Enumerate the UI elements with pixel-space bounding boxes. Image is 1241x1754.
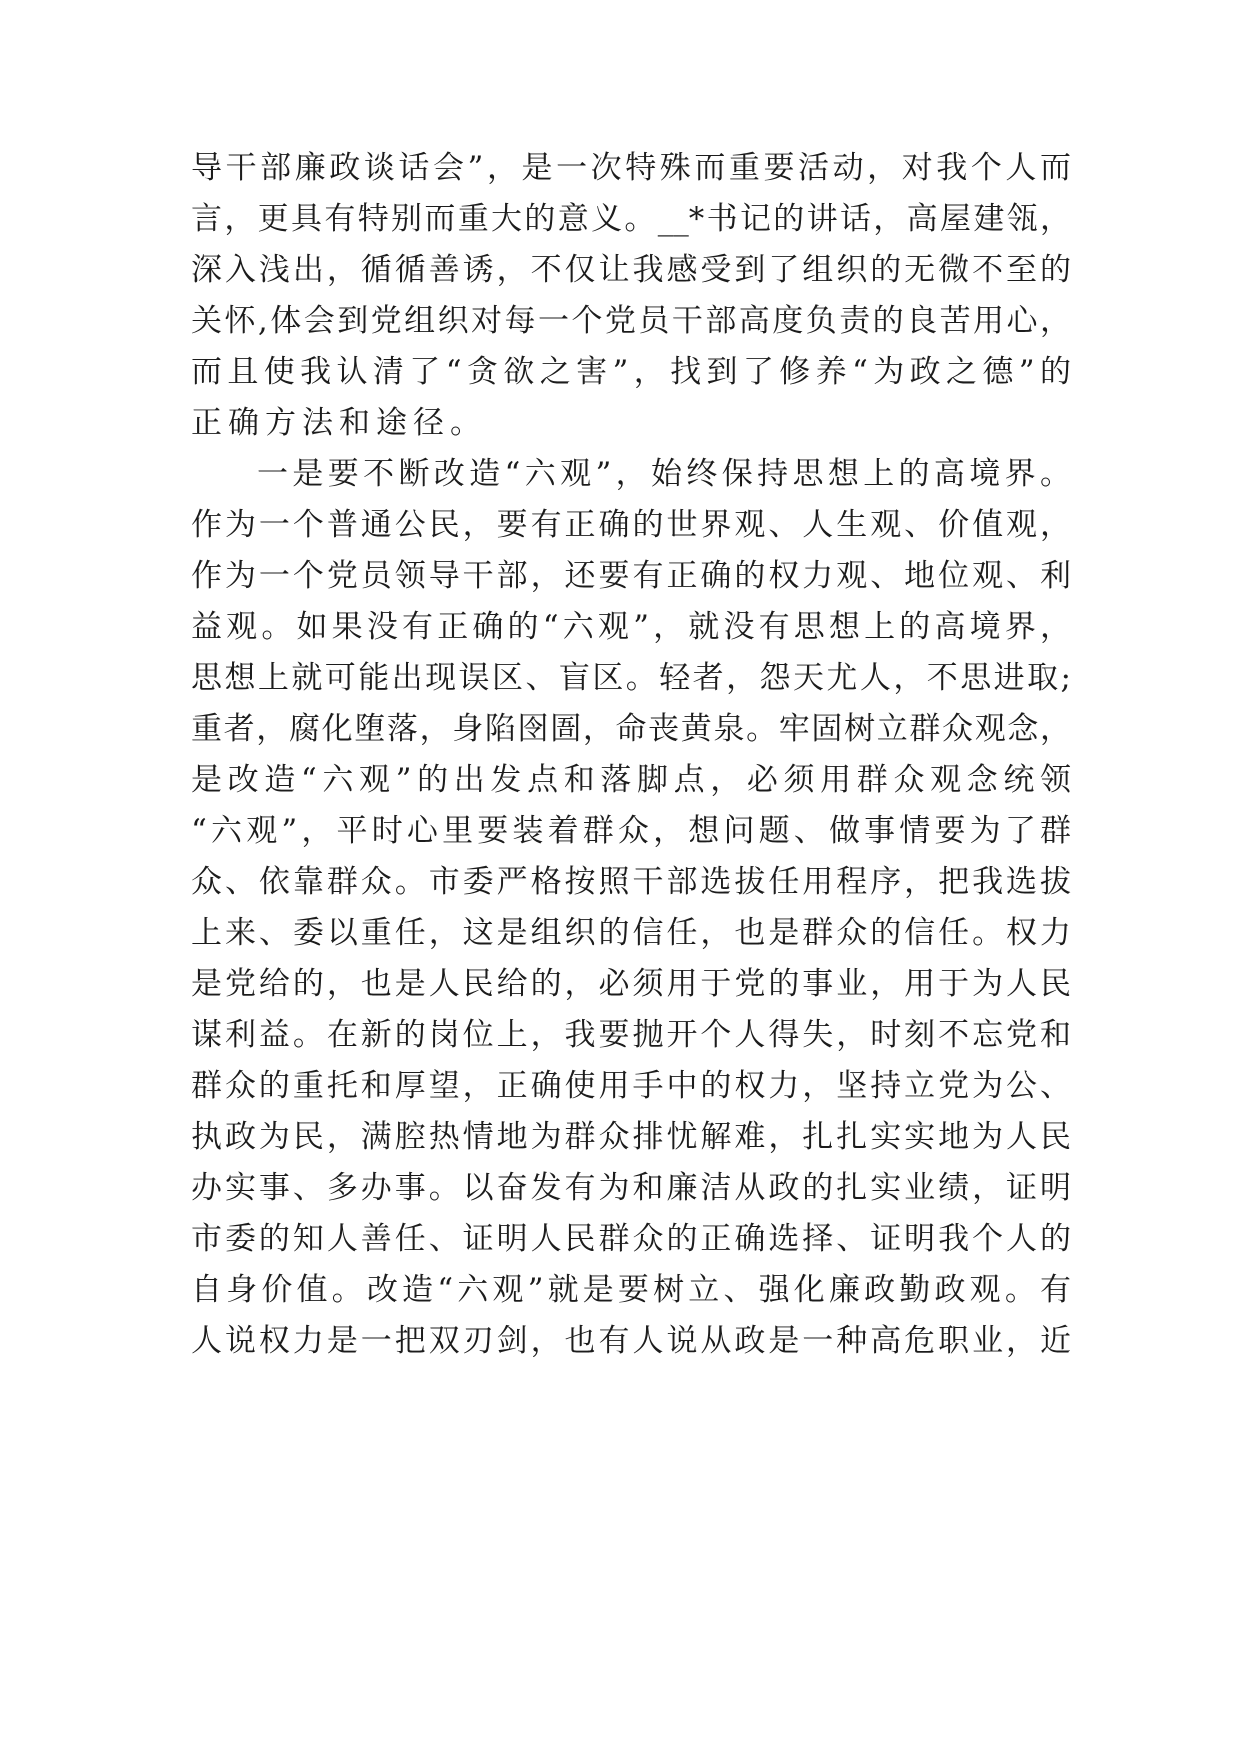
text-line: “六观”，平时心里要装着群众，想问题、做事情要为了群 [191,813,1071,849]
text-line: 深入浅出，循循善诱，不仅让我感受到了组织的无微不至的 [191,252,1071,288]
text-line: 关怀,体会到党组织对每一个党员干部高度负责的良苦用心， [191,303,1071,339]
text-line: 谋利益。在新的岗位上，我要抛开个人得失，时刻不忘党和 [191,1017,1071,1053]
text-line: 正确方法和途径。 [191,405,487,441]
text-line: 是党给的，也是人民给的，必须用于党的事业，用于为人民 [191,966,1071,1002]
text-line: 执政为民，满腔热情地为群众排忧解难，扎扎实实地为人民 [191,1119,1071,1155]
text-line: 办实事、多办事。以奋发有为和廉洁从政的扎实业绩，证明 [191,1170,1071,1206]
text-line: 益观。如果没有正确的“六观”，就没有思想上的高境界， [191,609,1071,645]
text-line: 市委的知人善任、证明人民群众的正确选择、证明我个人的 [191,1221,1071,1257]
text-line: 群众的重托和厚望，正确使用手中的权力，坚持立党为公、 [191,1068,1071,1104]
text-line: 作为一个普通公民，要有正确的世界观、人生观、价值观， [191,507,1071,543]
paragraph-heading: 一是要不断改造“六观”，始终保持思想上的高境界。 [257,456,1071,492]
text-line: 是改造“六观”的出发点和落脚点，必须用群众观念统领 [191,762,1071,798]
text-line: 上来、委以重任，这是组织的信任，也是群众的信任。权力 [191,915,1071,951]
text-line: 重者，腐化堕落，身陷囹圄，命丧黄泉。牢固树立群众观念， [191,711,1071,747]
text-line: 作为一个党员领导干部，还要有正确的权力观、地位观、利 [191,558,1071,594]
text-line: 思想上就可能出现误区、盲区。轻者，怨天尤人，不思进取; [191,660,1071,696]
text-line: 导干部廉政谈话会”，是一次特殊而重要活动，对我个人而 [191,150,1071,186]
text-line: 言，更具有特别而重大的意义。__*书记的讲话，高屋建瓴， [191,201,1071,237]
text-line: 而且使我认清了“贪欲之害”，找到了修养“为政之德”的 [191,354,1071,390]
text-line: 人说权力是一把双刃剑，也有人说从政是一种高危职业，近 [191,1323,1071,1359]
text-line: 自身价值。改造“六观”就是要树立、强化廉政勤政观。有 [191,1272,1071,1308]
text-line: 众、依靠群众。市委严格按照干部选拔任用程序，把我选拔 [191,864,1071,900]
